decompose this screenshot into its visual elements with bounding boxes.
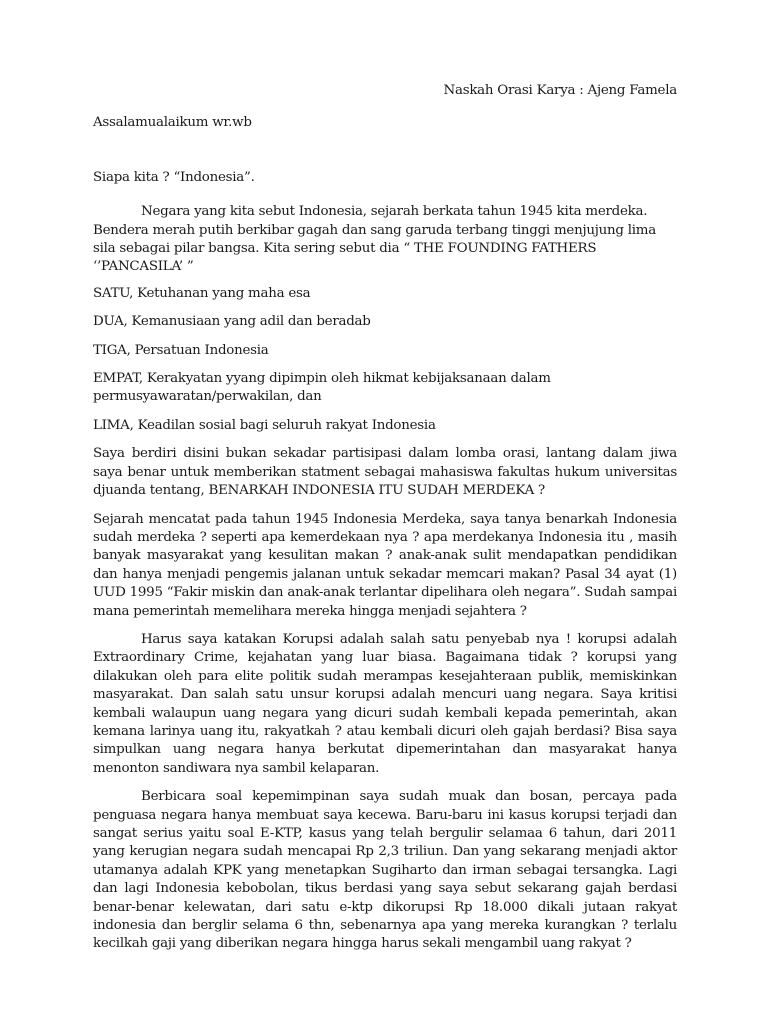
body-paragraph-4: Berbicara soal kepemimpinan saya sudah muak dan bosan, percaya pada penguasa negara hanya membuat saya kecewa. Baru-baru ini kasus korupsi terjadi dan sangat serius yaitu soal E-KTP, kasus yang telah bergulir selamaa 6 tahun, dari 2011 yang kerugian negara sudah mencapai Rp 2,3 triliun. Dan yang sekarang menjadi aktor utamanya adalah KPK yang menetapkan Sugiharto dan irman sebagai tersangka. Lagi dan lagi Indonesia kebobolan, tikus berdasi yang saya sebut sekarang gajah berdasi benar-benar kelewatan, dari satu e-ktp dikorupsi Rp 18.000 dikali jutaan rakyat indonesia dan berglir selama 6 thn, sebenarnya apa yang mereka kurangkan ? terlalu kecilkah gaji yang diberikan negara hingga harus sekali mengambil uang rakyat ? bbox=[93, 789, 677, 952]
intro-paragraph: Negara yang kita sebut Indonesia, sejarah berkata tahun 1945 kita merdeka. Bendera merah putih berkibar gagah dan sang garuda terbang tinggi menjujung lima sila sebagai pilar bangsa. Kita sering sebut dia “ THE FOUNDING FATHERS ‘’PANCASILA’ ” bbox=[93, 204, 656, 275]
body-paragraph-3: Harus saya katakan Korupsi adalah salah satu penyebab nya ! korupsi adalah Extraordinary Crime, kejahatan yang luar biasa. Bagaimana tidak ? korupsi yang dilakukan oleh para elite politik sudah merampas kesejahteraan publik, memiskinkan masyarakat. Dan salah satu unsur korupsi adalah mencuri uang negara. Saya kritisi kembali walaupun uang negara yang dicuri sudah kembali kepada pemerintah, akan kemana larinya uang itu, rakyatkah ? atau kembali dicuri oleh gajah berdasi? Bisa saya simpulkan uang negara hanya berkutat dipemerintahan dan masyarakat hanya menonton sandiwara nya sambil kelaparan. bbox=[93, 631, 677, 776]
sila-item-2: DUA, Kemanusiaan yang adil dan beradab bbox=[93, 314, 371, 330]
sila-item-3: TIGA, Persatuan Indonesia bbox=[93, 342, 269, 358]
document-page bbox=[93, 82, 677, 964]
body-paragraph-1: Saya berdiri disini bukan sekadar partisipasi dalam lomba orasi, lantang dalam jiwa saya benar untuk memberikan statment sebagai mahasiswa fakultas hukum universitas djuanda tentang, BENARKAH INDONESIA ITU SUDAH MERDEKA ? bbox=[93, 446, 677, 499]
sila-item-4: EMPAT, Kerakyatan yyang dipimpin oleh hikmat kebijaksanaan dalam permusyawaratan/perwakilan, dan bbox=[93, 371, 551, 405]
opening-question: Siapa kita ? “Indonesia”. bbox=[93, 169, 255, 185]
body-paragraph-2: Sejarah mencatat pada tahun 1945 Indonesia Merdeka, saya tanya benarkah Indonesia sudah merdeka ? seperti apa kemerdekaan nya ? apa merdekanya Indonesia itu , masih banyak masyarakat yang kesulitan makan ? anak-anak sulit mendapatkan pendidikan dan hanya menjadi pengemis jalanan untuk sekadar memcari makan? Pasal 34 ayat (1) UUD 1995 “Fakir miskin dan anak-anak terlantar dipelihara oleh negara”. Sudah sampai mana pemerintah memelihara mereka hingga menjadi sejahtera ? bbox=[93, 511, 677, 619]
greeting: Assalamualaikum wr.wb bbox=[93, 115, 252, 131]
sila-item-1: SATU, Ketuhanan yang maha esa bbox=[93, 285, 311, 301]
sila-item-5: LIMA, Keadilan sosial bagi seluruh rakyat Indonesia bbox=[93, 417, 436, 433]
document-header: Naskah Orasi Karya : Ajeng Famela bbox=[443, 83, 677, 98]
